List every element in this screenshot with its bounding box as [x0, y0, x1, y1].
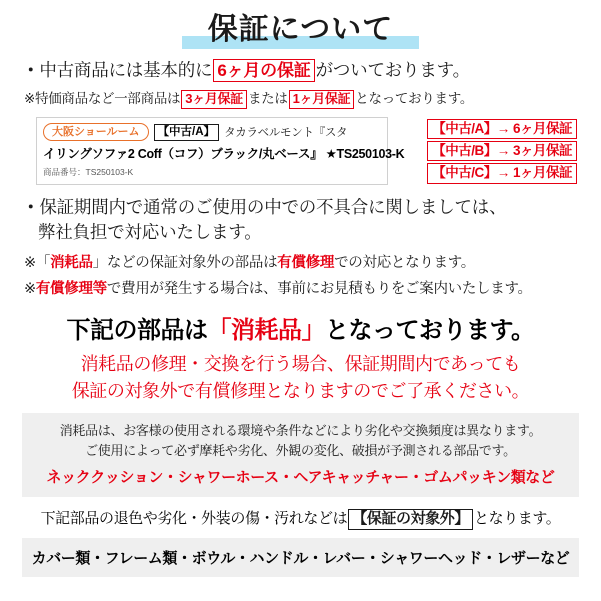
consumables-parts-list: ネッククッション・シャワーホース・ヘアキャッチャー・ゴムパッキン類など — [46, 469, 555, 486]
warranty-text-1: 保証期間内で通常のご使用の中での不具合に関しましては、 — [39, 196, 507, 217]
legend-item-c: 【中古/C】→ 1ヶ月保証 — [427, 163, 577, 183]
note1-badge-3month: 3ヶ月保証 — [181, 90, 247, 108]
consumables-info-line2: ご使用によって必ず摩耗や劣化、外観の変化、破損が予測される部品です。 — [85, 442, 516, 458]
sample-and-legend — [14, 117, 587, 189]
note1-text-after: となっております。 — [355, 91, 474, 107]
consumables-red-note-line1: 消耗品の修理・交換を行う場合、保証期間内であっても — [80, 353, 521, 374]
intro-text-after: がついております。 — [315, 60, 470, 80]
note2-red-consumable: 消耗品 — [50, 254, 93, 271]
warranty-bullet: ・ — [22, 196, 40, 217]
page-title-block — [14, 10, 587, 52]
warranty-text-2: 弊社負担で対応いたします。 — [38, 222, 262, 243]
consumables-red-note — [14, 351, 587, 405]
showroom-tag: 大阪ショールーム — [43, 123, 149, 141]
sample-product-card — [36, 117, 405, 185]
intro-line — [22, 58, 587, 83]
note-estimate — [24, 279, 587, 300]
consumables-heading-before: 下記の部品は — [66, 316, 208, 344]
out-of-warranty-parts-list: カバー類・フレーム類・ボウル・ハンドル・レバー・シャワーヘッド・レザーなど — [22, 538, 579, 577]
note2-prefix: ※ — [24, 254, 36, 271]
legend-item-b: 【中古/B】→ 3ヶ月保証 — [427, 141, 577, 161]
page-title: 保証について — [207, 13, 394, 46]
consumables-info-line1: 消耗品は、お客様の使用される環境や条件などにより劣化や交換頻度は異なります。 — [59, 422, 542, 438]
consumables-info-box — [22, 413, 579, 497]
intro-badge-6month: 6ヶ月の保証 — [213, 59, 314, 82]
intro-text-before: 中古商品には基本的に — [39, 60, 213, 80]
note2-text-before: 「 — [35, 254, 51, 271]
sample-product-code: 商品番号：TS250103-K — [43, 167, 134, 178]
note-special-price — [24, 89, 587, 109]
grade-legend — [427, 119, 577, 184]
note3-red-paid-repair: 有償修理等 — [35, 280, 107, 297]
intro-bullet: ・ — [22, 60, 40, 80]
bottom-text-before: 下記部品の退色や劣化・外装の傷・汚れなどは — [40, 510, 348, 527]
bottom-badge-excluded: 【保証の対象外】 — [348, 509, 473, 530]
consumables-heading — [14, 310, 587, 345]
warranty-line-2 — [38, 220, 587, 245]
note1-prefix: ※ — [24, 91, 36, 107]
note1-mid: または — [247, 91, 288, 107]
note-consumable-paid-repair — [24, 253, 587, 274]
note3-prefix: ※ — [24, 280, 36, 297]
warranty-line-1 — [22, 195, 587, 220]
note2-text-after: での対応となります。 — [334, 254, 475, 271]
consumables-heading-red: 「消耗品」 — [207, 316, 325, 344]
note1-badge-1month: 1ヶ月保証 — [289, 90, 355, 108]
bottom-text-after: となります。 — [474, 510, 561, 527]
sample-grade-tag: 【中古/A】 — [154, 124, 220, 141]
consumables-red-note-line2: 保証の対象外で有償修理となりますのでご了承ください。 — [71, 380, 530, 401]
note1-text-before: 特価商品など一部商品は — [35, 91, 181, 107]
consumables-heading-after: となっております。 — [324, 316, 535, 344]
note2-red-paid-repair: 有償修理 — [277, 254, 335, 271]
sample-name-line1: タカラベルモント『スタ — [224, 127, 348, 140]
note3-text: で費用が発生する場合は、事前にお見積もりをご案内いたします。 — [106, 280, 532, 297]
sample-name-line2: イリングソファ2 Coff（コフ）ブラック/丸ベース』 ★TS250103-K — [43, 147, 405, 162]
note2-text-mid: 」などの保証対象外の部品は — [92, 254, 278, 271]
out-of-warranty-line — [14, 507, 587, 530]
sample-row-top — [43, 123, 381, 141]
legend-item-a: 【中古/A】→ 6ヶ月保証 — [427, 119, 577, 139]
